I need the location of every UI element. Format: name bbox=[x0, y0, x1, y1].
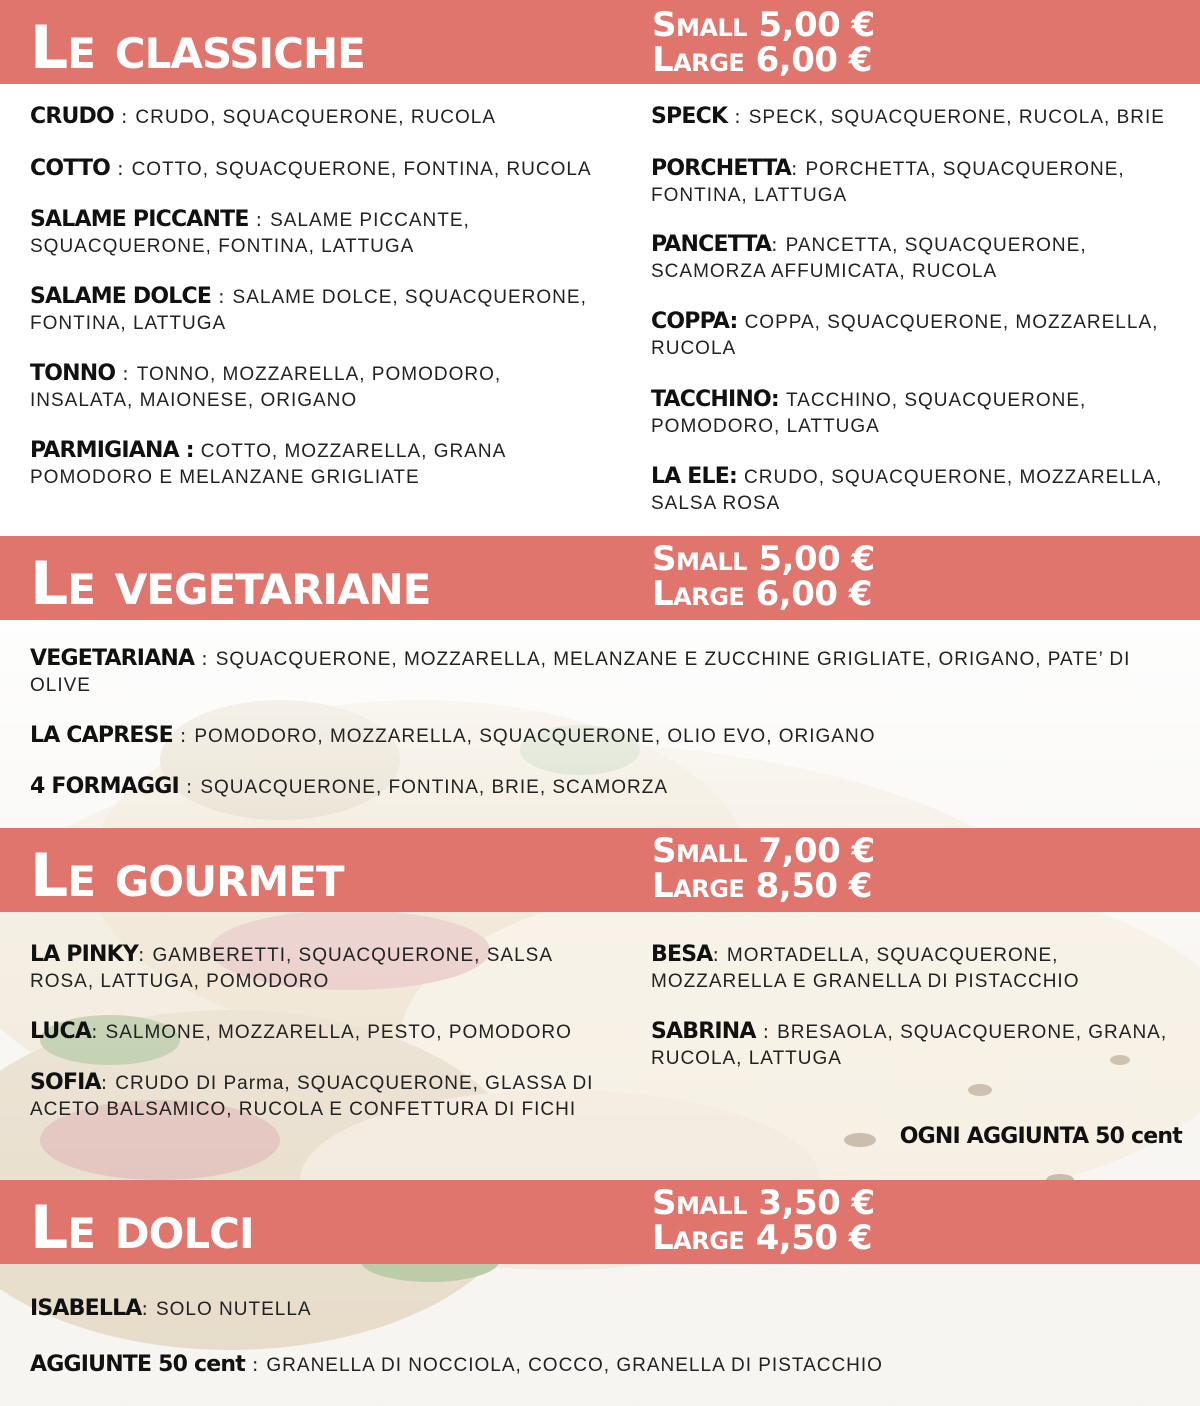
item-ingredients: MORTADELLA, SQUACQUERONE, MOZZARELLA E GRANELLA DI PISTACCHIO bbox=[651, 945, 1080, 992]
item-ingredients: CRUDO DI Parma, SQUACQUERONE, GLASSA DI ACETO BALSAMICO, RUCOLA E CONFETTURA DI FICHI bbox=[30, 1073, 594, 1120]
item-ingredients: COTTO, MOZZARELLA, GRANA POMODORO E MELANZANE GRIGLIATE bbox=[30, 441, 506, 488]
menu-item bbox=[30, 104, 620, 131]
item-separator: : bbox=[712, 944, 727, 966]
item-ingredients: TACCHINO, SQUACQUERONE, POMODORO, LATTUGA bbox=[651, 390, 1087, 437]
menu-item bbox=[30, 1352, 1030, 1379]
item-name: TONNO bbox=[30, 361, 116, 386]
section-header-classiche bbox=[0, 0, 1200, 84]
section-title: Le dolci bbox=[30, 1193, 254, 1263]
item-separator bbox=[738, 311, 745, 333]
item-separator bbox=[737, 466, 744, 488]
item-ingredients: GAMBERETTI, SQUACQUERONE, SALSA ROSA, LATTUGA, POMODORO bbox=[30, 945, 552, 992]
item-ingredients: CRUDO, SQUACQUERONE, MOZZARELLA, SALSA ROSA bbox=[651, 467, 1163, 514]
section-title: Le classiche bbox=[30, 13, 365, 83]
menu-item bbox=[651, 104, 1191, 131]
item-name: COPPA: bbox=[651, 309, 738, 334]
item-ingredients: PANCETTA, SQUACQUERONE, SCAMORZA AFFUMICATA, RUCOLA bbox=[651, 235, 1087, 282]
item-separator: : bbox=[100, 1072, 116, 1094]
item-name: ISABELLA bbox=[30, 1296, 142, 1321]
item-ingredients: SQUACQUERONE, MOZZARELLA, MELANZANE E ZUCCHINE GRIGLIATE, ORIGANO, PATE’ DI OLIVE bbox=[30, 649, 1131, 696]
menu-item bbox=[651, 156, 1171, 209]
item-name: SPECK bbox=[651, 104, 728, 129]
item-separator bbox=[194, 440, 201, 462]
item-name: TACCHINO: bbox=[651, 387, 779, 412]
menu-item bbox=[30, 1296, 930, 1323]
price-large: Large 6,00 € bbox=[652, 574, 873, 614]
item-name: BESA bbox=[651, 942, 713, 967]
menu-item bbox=[651, 232, 1171, 285]
item-name: COTTO bbox=[30, 156, 111, 181]
item-separator: : bbox=[91, 1021, 106, 1043]
item-separator: : bbox=[248, 209, 271, 231]
menu-item bbox=[30, 723, 1180, 750]
section-prices bbox=[652, 539, 875, 614]
section-header-gourmet bbox=[0, 828, 1200, 912]
price-large: Large 8,50 € bbox=[652, 866, 873, 906]
item-ingredients: PORCHETTA, SQUACQUERONE, FONTINA, LATTUGA bbox=[651, 159, 1125, 206]
item-ingredients: SALAME DOLCE, SQUACQUERONE, FONTINA, LATTUGA bbox=[30, 287, 587, 334]
item-name: 4 FORMAGGI bbox=[30, 774, 179, 799]
item-separator: : bbox=[113, 106, 136, 128]
item-ingredients: BRESAOLA, SQUACQUERONE, GRANA, RUCOLA, LATTUGA bbox=[651, 1022, 1168, 1069]
item-ingredients: COTTO, SQUACQUERONE, FONTINA, RUCOLA bbox=[131, 159, 592, 180]
menu-item bbox=[651, 942, 1151, 995]
item-name: CRUDO bbox=[30, 104, 114, 129]
section-prices bbox=[652, 831, 875, 906]
extras-note: OGNI AGGIUNTA 50 cent bbox=[899, 1124, 1182, 1149]
item-ingredients: SALAME PICCANTE, SQUACQUERONE, FONTINA, LATTUGA bbox=[30, 210, 470, 257]
item-name: PORCHETTA bbox=[651, 156, 791, 181]
item-ingredients: SOLO NUTELLA bbox=[155, 1299, 312, 1320]
item-ingredients: SPECK, SQUACQUERONE, RUCOLA, BRIE bbox=[748, 107, 1165, 128]
item-separator: : bbox=[141, 1298, 156, 1320]
menu-item bbox=[30, 156, 620, 183]
menu-item bbox=[30, 438, 560, 491]
item-name: VEGETARIANA bbox=[30, 646, 195, 671]
menu-item bbox=[651, 1019, 1191, 1072]
menu-item bbox=[30, 284, 620, 337]
item-name: LA CAPRESE bbox=[30, 723, 173, 748]
menu-item bbox=[651, 387, 1171, 440]
section-header-vegetariane bbox=[0, 536, 1200, 620]
menu-item bbox=[30, 207, 590, 260]
menu-item bbox=[30, 361, 590, 414]
section-title: Le vegetariane bbox=[30, 549, 431, 619]
section-prices bbox=[652, 5, 875, 80]
price-large: Large 4,50 € bbox=[652, 1218, 873, 1258]
section-prices bbox=[652, 1183, 875, 1258]
item-ingredients: TONNO, MOZZARELLA, POMODORO, INSALATA, MAIONESE, ORIGANO bbox=[30, 364, 502, 411]
item-ingredients: SALMONE, MOZZARELLA, PESTO, POMODORO bbox=[105, 1022, 572, 1043]
item-name: SALAME DOLCE bbox=[30, 284, 212, 309]
price-small: Small 7,00 € bbox=[652, 831, 875, 871]
item-name: SABRINA bbox=[651, 1019, 756, 1044]
item-ingredients: SQUACQUERONE, FONTINA, BRIE, SCAMORZA bbox=[200, 777, 669, 798]
item-separator bbox=[779, 389, 786, 411]
item-ingredients: COPPA, SQUACQUERONE, MOZZARELLA, RUCOLA bbox=[651, 312, 1159, 359]
item-name: LA PINKY bbox=[30, 942, 139, 967]
item-separator: : bbox=[244, 1354, 267, 1376]
item-separator: : bbox=[211, 286, 233, 308]
menu-item bbox=[651, 464, 1191, 517]
item-ingredients: CRUDO, SQUACQUERONE, RUCOLA bbox=[135, 107, 497, 128]
item-separator: : bbox=[138, 944, 153, 966]
item-separator: : bbox=[110, 158, 132, 180]
item-name: SOFIA bbox=[30, 1070, 101, 1095]
item-ingredients: POMODORO, MOZZARELLA, SQUACQUERONE, OLIO EVO, ORIGANO bbox=[194, 726, 876, 747]
item-separator: : bbox=[172, 725, 195, 747]
menu-item bbox=[30, 774, 1180, 801]
item-separator: : bbox=[727, 106, 749, 128]
item-name: SALAME PICCANTE bbox=[30, 207, 249, 232]
menu-item bbox=[651, 309, 1191, 362]
item-name: LA ELE: bbox=[651, 464, 737, 489]
item-name: PANCETTA bbox=[651, 232, 772, 257]
item-separator: : bbox=[771, 234, 786, 256]
price-small: Small 5,00 € bbox=[652, 5, 875, 45]
price-small: Small 5,00 € bbox=[652, 539, 875, 579]
item-separator: : bbox=[755, 1021, 778, 1043]
price-small: Small 3,50 € bbox=[652, 1183, 875, 1223]
item-separator: : bbox=[194, 648, 216, 670]
menu-item bbox=[30, 942, 590, 995]
item-name: PARMIGIANA : bbox=[30, 438, 194, 463]
section-header-dolci bbox=[0, 1180, 1200, 1264]
price-large: Large 6,00 € bbox=[652, 40, 873, 80]
item-separator: : bbox=[115, 363, 137, 385]
item-name: AGGIUNTE 50 cent bbox=[30, 1352, 245, 1377]
menu-item bbox=[30, 1070, 630, 1123]
item-ingredients: GRANELLA DI NOCCIOLA, COCCO, GRANELLA DI PISTACCHIO bbox=[266, 1355, 883, 1376]
section-title: Le gourmet bbox=[30, 841, 344, 911]
menu-item bbox=[30, 646, 1180, 699]
item-separator: : bbox=[791, 158, 806, 180]
item-name: LUCA bbox=[30, 1019, 92, 1044]
item-separator: : bbox=[178, 776, 201, 798]
menu-item bbox=[30, 1019, 620, 1046]
